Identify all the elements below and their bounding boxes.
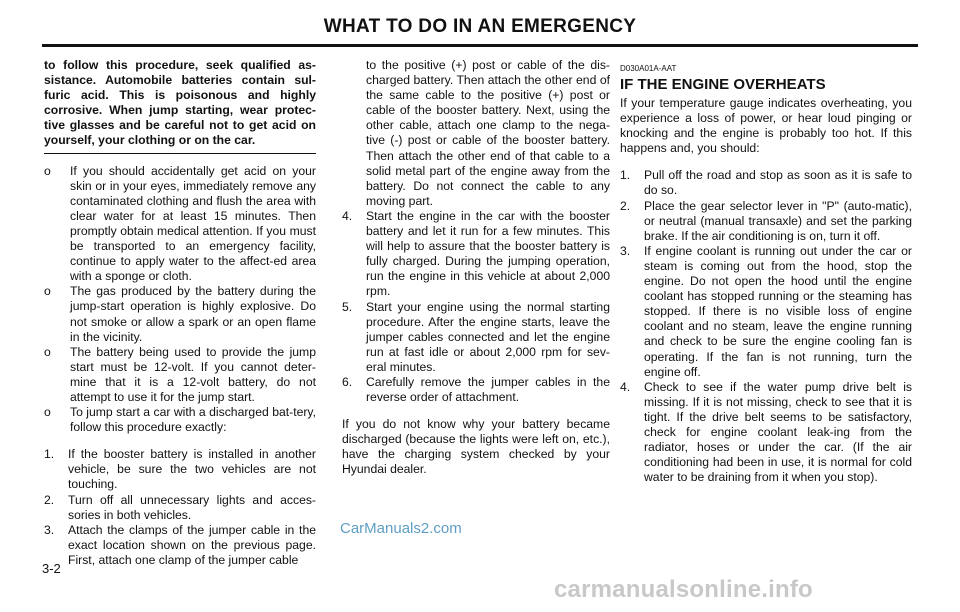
step-continuation: to the positive (+) post or cable of the dis-charged battery. Then attach the other end of the same cable to the positive (+) post or cable of the booster battery. Next, using the other cable, attach one clamp to the nega-tive (-) post or cable of the booster battery. Then attach the other end of that cable to a solid metal part of the engine away from the battery. Do not connect the cable to any moving part. (366, 58, 610, 208)
bullet-item (44, 345, 316, 405)
step-item (620, 168, 912, 198)
step-number: 3. (620, 243, 631, 258)
section-code: D030A01A-AAT (620, 64, 677, 73)
step-number: 4. (342, 208, 353, 223)
step-number: 2. (44, 492, 55, 507)
closing-paragraph: If you do not know why your battery became discharged (because the lights were left on, etc.), have the charging system checked by your Hyundai dealer. (342, 417, 610, 477)
step-number: 6. (342, 374, 353, 389)
step-text: Check to see if the water pump drive belt is missing. If it is not missing, check to see that it is tight. If the drive belt seems to be satisfactory, check for engine coolant leak-ing from the radiator, hoses or under the car. (If the air conditioning had been in use, it is normal for cold water to be draining from it when you stop). (644, 379, 912, 485)
title-rule (42, 44, 918, 47)
step-number: 4. (620, 379, 631, 394)
page-number: 3-2 (42, 561, 61, 576)
step-list (342, 209, 610, 405)
step-text: Attach the clamps of the jumper cable in the exact location shown on the previous page. First, attach one clamp of the jumper cable (68, 522, 316, 567)
bullet-text: The battery being used to provide the jump start must be 12-volt. If you cannot deter-mine that it is a 12-volt battery, do not attempt to use it for the jump start. (70, 344, 316, 404)
bullet-text: If you should accidentally get acid on your skin or in your eyes, immediately remove any contaminated clothing and flush the area with clear water for at least 15 minutes. Then promptly obtain medical attention. If you must be transported to an emergency facility, continue to apply water to the affect-ed area with a sponge or cloth. (70, 163, 316, 284)
step-number: 5. (342, 299, 353, 314)
step-text: Start the engine in the car with the booster battery and let it run for a few minutes. This will help to assure that the booster battery is fully charged. During the jumping operation, run the engine in this vehicle at about 2,000 rpm. (366, 208, 610, 299)
step-item (620, 199, 912, 244)
column-middle (342, 58, 610, 478)
step-item (620, 244, 912, 380)
step-item (342, 375, 610, 405)
bullet-list (44, 164, 316, 436)
bullet-marker: o (44, 405, 51, 420)
step-number: 1. (44, 447, 55, 462)
step-number: 1. (620, 168, 631, 183)
step-list (44, 447, 316, 568)
section-heading: IF THE ENGINE OVERHEATS (620, 76, 826, 93)
step-text: If engine coolant is running out under the car or steam is coming out from the hood, stop the engine. Do not open the hood until the engine coolant has stopped running or the steaming has stopped. If there is no visible loss of engine coolant and no steam, leave the engine running and check to be sure the engine cooling fan is operating. If the fan is not running, turn the engine off. (644, 243, 912, 379)
step-number: 2. (620, 198, 631, 213)
bullet-item (44, 164, 316, 285)
step-item (44, 493, 316, 523)
step-item (620, 380, 912, 486)
step-text: Start your engine using the normal starting procedure. After the engine starts, leave the jumper cables connected and let the engine run at fast idle or about 2,000 rpm for sev-eral minutes. (366, 299, 610, 374)
step-item (342, 300, 610, 375)
bullet-marker: o (44, 284, 51, 299)
step-item (44, 523, 316, 568)
step-list (620, 168, 912, 485)
step-text: Turn off all unnecessary lights and acces-sories in both vehicles. (68, 492, 316, 522)
warning-text: to follow this procedure, seek qualified as-sistance. Automobile batteries contain sul-furic acid. This is poisonous and highly corrosive. When jump starting, wear protec-tive glasses and be careful not to get acid on yourself, your clothing or on the car. (44, 58, 316, 148)
step-text: Pull off the road and stop as soon as it is safe to do so. (644, 168, 912, 198)
warning-divider (44, 153, 316, 154)
bullet-text: To jump start a car with a discharged bat-tery, follow this procedure exactly: (70, 405, 316, 435)
column-right (620, 58, 912, 485)
step-item (44, 447, 316, 492)
watermark-carmanuals2: CarManuals2.com (340, 520, 462, 537)
step-text: Carefully remove the jumper cables in the reverse order of attachment. (366, 374, 610, 405)
page-title: WHAT TO DO IN AN EMERGENCY (323, 16, 637, 37)
bullet-text: The gas produced by the battery during the jump-start operation is highly explosive. Do not smoke or allow a spark or an open flame in the vicinity. (70, 284, 316, 344)
step-text: Place the gear selector lever in "P" (auto-matic), or neutral (manual transaxle) and set the parking brake. If the air conditioning is on, turn it off. (644, 198, 912, 243)
bullet-marker: o (44, 344, 51, 359)
bullet-marker: o (44, 163, 51, 178)
column-left (44, 58, 316, 568)
watermark-carmanualsonline: carmanualsonline.info (554, 576, 813, 603)
step-item (342, 209, 610, 300)
bullet-item (44, 284, 316, 344)
section-intro: If your temperature gauge indicates overheating, you experience a loss of power, or hear loud pinging or knocking and the engine is probably too hot. If this happens and, you should: (620, 96, 912, 156)
step-text: If the booster battery is installed in another vehicle, be sure the two vehicles are not touching. (68, 447, 316, 492)
bullet-item (44, 405, 316, 435)
step-number: 3. (44, 522, 55, 537)
